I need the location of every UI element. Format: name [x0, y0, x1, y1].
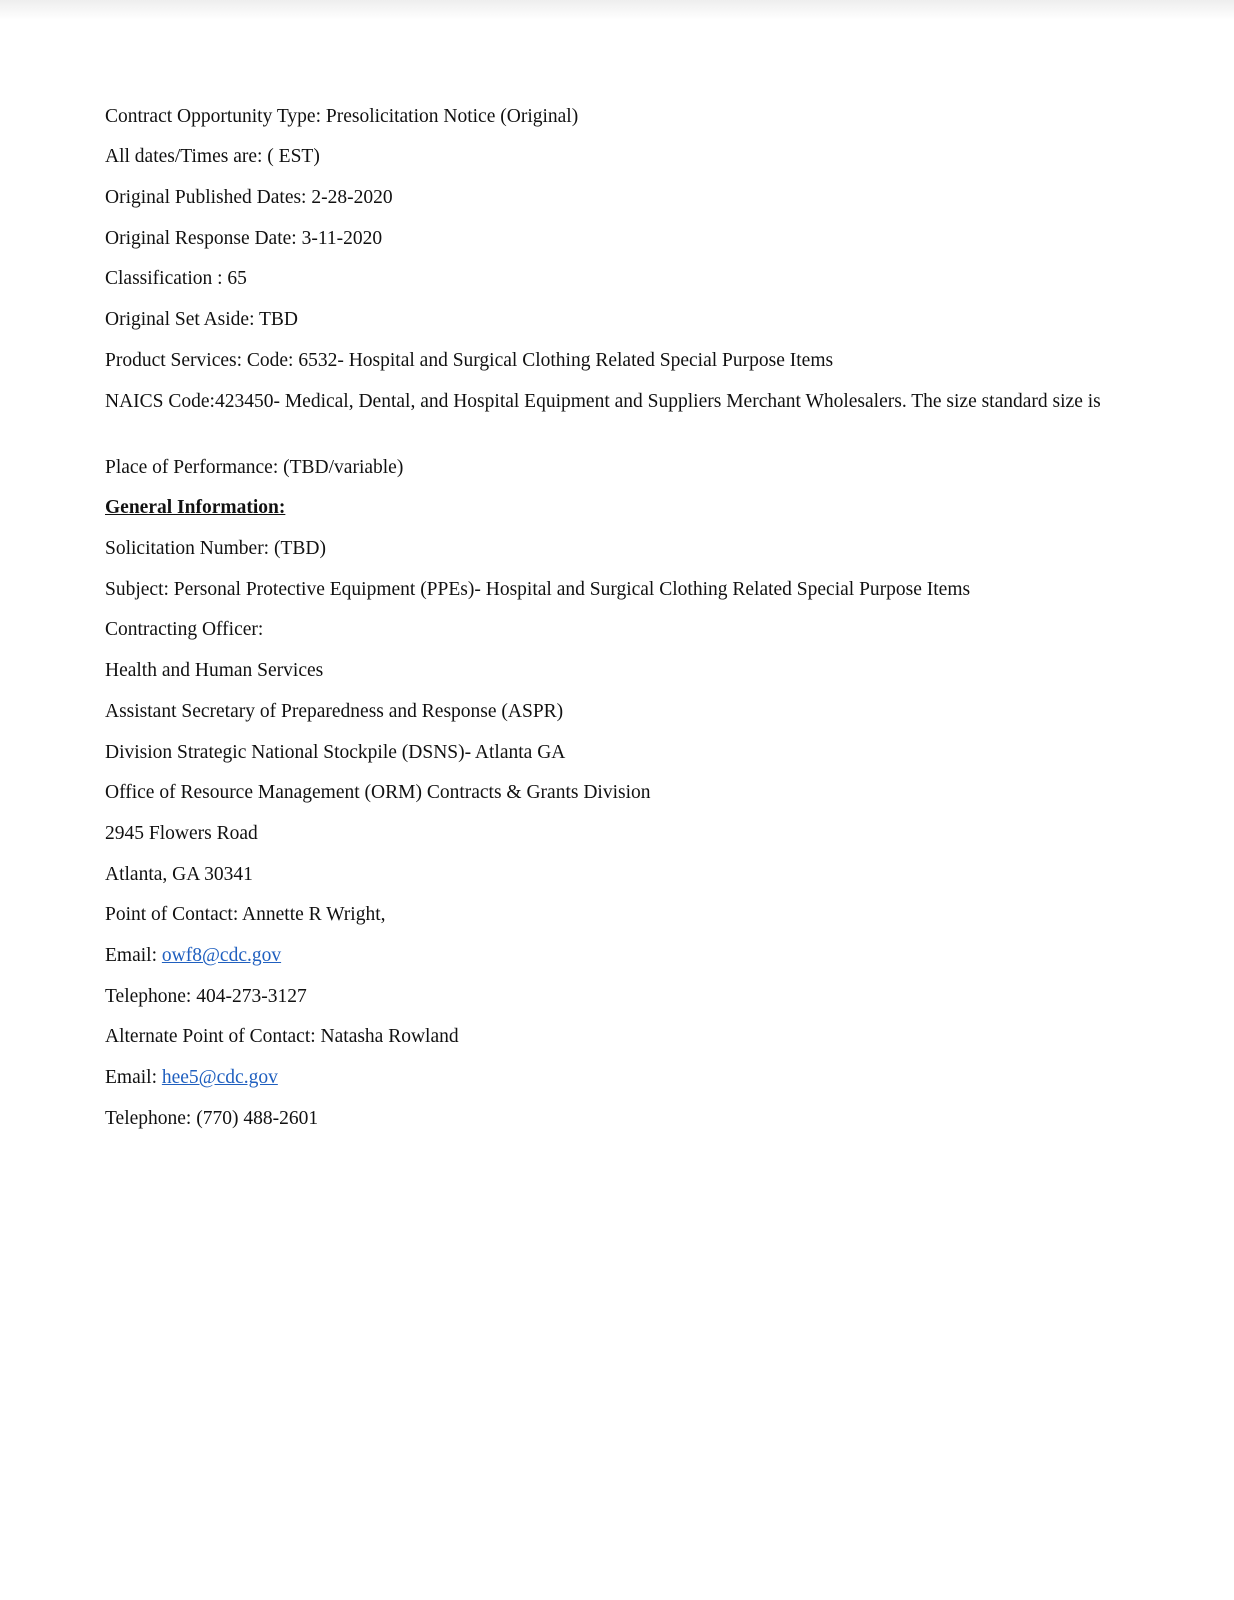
point-of-contact-line: Point of Contact: Annette R Wright, [105, 904, 386, 925]
contracting-officer-label: Contracting Officer: [105, 619, 264, 640]
product-services-line: Product Services: Code: 6532- Hospital and Surgical Clothing Related Special Purpose Items [105, 350, 834, 371]
email-label: Email: [105, 945, 162, 966]
city-line: Atlanta, GA 30341 [105, 864, 253, 885]
division-line: Division Strategic National Stockpile (DSNS)- Atlanta GA [105, 742, 566, 763]
set-aside-line: Original Set Aside: TBD [105, 309, 299, 330]
aspr-line: Assistant Secretary of Preparedness and Response (ASPR) [105, 701, 564, 722]
classification-line: Classification : 65 [105, 268, 247, 289]
solicitation-number-line: Solicitation Number: (TBD) [105, 538, 326, 559]
telephone-line-primary: Telephone: 404-273-3127 [105, 986, 307, 1007]
agency-line: Health and Human Services [105, 660, 324, 681]
office-line: Office of Resource Management (ORM) Contracts & Grants Division [105, 782, 651, 803]
published-date-line: Original Published Dates: 2-28-2020 [105, 187, 393, 208]
opportunity-type-line: Contract Opportunity Type: Presolicitation Notice (Original) [105, 106, 579, 127]
email-label: Email: [105, 1067, 162, 1088]
alternate-contact-line: Alternate Point of Contact: Natasha Rowland [105, 1026, 459, 1047]
general-information-heading: General Information: [105, 497, 286, 518]
email-link-alternate[interactable]: hee5@cdc.gov [161, 1067, 278, 1088]
response-date-line: Original Response Date: 3-11-2020 [105, 228, 383, 249]
telephone-line-alternate: Telephone: (770) 488-2601 [105, 1108, 319, 1129]
email-link-primary[interactable]: owf8@cdc.gov [161, 945, 282, 966]
email-line-primary [105, 943, 1135, 969]
street-address-line: 2945 Flowers Road [105, 823, 258, 844]
naics-line: NAICS Code:423450- Medical, Dental, and Hospital Equipment and Suppliers Merchant Wholesalers. The size standard size is [105, 391, 1101, 412]
subject-line: Subject: Personal Protective Equipment (PPEs)- Hospital and Surgical Clothing Related Special Purpose Items [105, 579, 971, 600]
place-of-performance-line: Place of Performance: (TBD/variable) [105, 457, 404, 478]
email-line-alternate [105, 1065, 1135, 1091]
timezone-line: All dates/Times are: ( EST) [105, 146, 320, 167]
